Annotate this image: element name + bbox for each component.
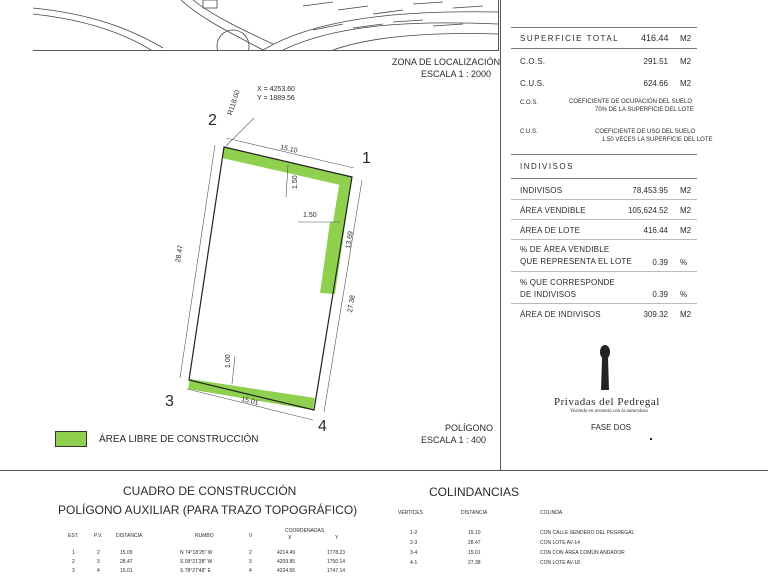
colindancias-cell: 3-4 [410, 550, 418, 556]
pct-indivisos-value: 0.39 [652, 290, 668, 299]
cuadro-cell: 2 [97, 550, 100, 556]
logo-tagline: Viviendo en armonía con la naturaleza [570, 409, 648, 414]
cuadro-cell: 3 [97, 559, 100, 565]
cuadro-cell: 4224.56 [277, 568, 296, 574]
dim-line-left [180, 145, 215, 378]
poligono-scale: ESCALA 1 : 400 [421, 435, 487, 445]
superficie-total-label: SUPERFICIE TOTAL [520, 34, 620, 43]
dim-line-setback-bottom [232, 356, 235, 384]
dot [650, 438, 652, 440]
cuadro-header-pv: P.V. [94, 533, 103, 539]
cus-label: C.U.S. [520, 79, 545, 88]
cuadro-header-coordenadas: COORDENADAS [285, 528, 325, 534]
coord-y: Y = 1889.56 [257, 95, 295, 102]
area-indivisos-label: ÁREA DE INDIVISOS [520, 310, 601, 319]
dim-right: 27.38 [347, 294, 357, 314]
section-border [0, 470, 768, 471]
colindancias-cell: 27.38 [468, 560, 481, 566]
divider [511, 154, 697, 155]
divider [511, 27, 697, 28]
bearing-label: R118.00 [227, 89, 242, 117]
cos-note-line2: 70% DE LA SUPERFICIE DEL LOTE [595, 107, 694, 113]
colindancias-title: COLINDANCIAS [429, 485, 520, 499]
colindancias-cell: CON LOTE AV-18 [540, 560, 580, 566]
cos-note-label: C.O.S. [520, 100, 539, 106]
indivisos-row-unit: M2 [680, 186, 692, 195]
colindancias-cell: 15.10 [468, 530, 481, 536]
cuadro-cell: S 78°27'48" E [180, 568, 211, 574]
indivisos-row-label: INDIVISOS [520, 186, 563, 195]
superficie-total-value: 416.44 [641, 33, 669, 43]
cuadro-cell: 15.01 [120, 568, 133, 574]
cuadro-cell: 3 [249, 559, 252, 565]
cuadro-cell: 4209.85 [277, 559, 296, 565]
colindancias-cell: CON LOTE AV-14 [540, 540, 580, 546]
indivisos-row-value: 78,453.95 [632, 186, 668, 195]
area-vendible-label: ÁREA VENDIBLE [520, 206, 586, 215]
colindancias-cell: 15.01 [468, 550, 481, 556]
vertex-1-label: 1 [362, 150, 371, 167]
legend-swatch [55, 431, 87, 447]
pct-vendible-line1: % DE ÁREA VENDIBLE [520, 245, 610, 254]
divider [511, 178, 697, 179]
panel-border [500, 0, 501, 470]
colindancias-cell: 4-1 [410, 560, 418, 566]
colindancias-header-distancia: DISTANCIA [461, 510, 488, 516]
cuadro-cell: 2 [249, 550, 252, 556]
divider [511, 48, 697, 49]
colindancias-cell: 2-3 [410, 540, 418, 546]
indivisos-heading: INDIVISOS [520, 162, 574, 171]
cuadro-header-est: EST. [68, 533, 79, 539]
dim-setback-bottom: 1.00 [225, 354, 232, 368]
colindancias-cell: CON CON ÁREA COMÚN ANDADOR [540, 550, 625, 556]
pct-indivisos-line1: % QUE CORRESPONDE [520, 278, 615, 287]
cuadro-cell: 28.47 [120, 559, 133, 565]
cuadro-cell: S 09°21'38" W [180, 559, 213, 565]
colindancias-cell: 1-2 [410, 530, 418, 536]
cos-note-line1: COEFICIENTE DE OCUPACIÓN DEL SUELO [569, 99, 693, 105]
cuadro-header-rumbo: RUMBO [195, 533, 214, 539]
cuadro-cell: 4214.49 [277, 550, 296, 556]
area-indivisos-value: 309.32 [643, 310, 668, 319]
area-lote-unit: M2 [680, 226, 692, 235]
cos-unit: M2 [680, 57, 692, 66]
cuadro-header-y: Y [335, 535, 339, 541]
cuadro-header-distancia: DISTANCIA [116, 533, 143, 539]
cuadro-header-v: V [249, 533, 253, 539]
dim-setback-top: 1.50 [292, 175, 299, 189]
legend-label: ÁREA LIBRE DE CONSTRUCCIÓN [99, 434, 259, 445]
cuadro-cell: 2 [72, 559, 75, 565]
dim-bottom: 15.01 [240, 396, 260, 407]
dim-setback-right: 1.50 [303, 212, 317, 219]
cuadro-cell: 1747.14 [327, 568, 346, 574]
divider [511, 239, 697, 240]
vertex-4-label: 4 [318, 418, 327, 435]
cus-note-line1: COEFICIENTE DE USO DEL SUELO [595, 129, 696, 135]
area-lote-value: 416.44 [643, 226, 668, 235]
area-vendible-value: 105,624.52 [627, 206, 668, 215]
cuadro-cell: 1 [72, 550, 75, 556]
divider [511, 199, 697, 200]
cos-label: C.O.S. [520, 57, 546, 66]
vertex-3-label: 3 [165, 393, 174, 410]
dim-top: 15.10 [279, 144, 299, 155]
cuadro-subtitle: POLÍGONO AUXILIAR (PARA TRAZO TOPOGRÁFICO) [58, 503, 358, 517]
cuadro-cell: 4 [97, 568, 100, 574]
area-lote-label: ÁREA DE LOTE [520, 226, 581, 235]
logo-phase: FASE DOS [591, 423, 632, 432]
pct-vendible-line2: QUE REPRESENTA EL LOTE [520, 257, 632, 266]
pct-indivisos-unit: % [680, 290, 688, 299]
leader-line [226, 118, 254, 146]
colindancias-cell: CON CALLE SENDERO DEL PEGREGAL [540, 530, 635, 536]
locator-zone-label: ZONA DE LOCALIZACIÓN [392, 57, 501, 67]
pct-vendible-unit: % [680, 258, 688, 267]
logo-name: Privadas del Pedregal [554, 396, 660, 408]
cus-unit: M2 [680, 79, 692, 88]
vertex-2-label: 2 [208, 112, 217, 129]
cuadro-cell: 4 [249, 568, 252, 574]
dim-left: 28.47 [175, 244, 185, 264]
cos-value: 291.51 [643, 57, 668, 66]
cuadro-cell: 3 [72, 568, 75, 574]
poligono-label: POLÍGONO [445, 423, 494, 433]
dim-right-strip: 13.69 [345, 230, 355, 250]
cuadro-cell: 15.09 [120, 550, 133, 556]
cuadro-cell: N 74°18'25" W [180, 550, 213, 556]
cuadro-cell: 1750.14 [327, 559, 346, 565]
pct-indivisos-line2: DE INDIVISOS [520, 290, 577, 299]
cuadro-title: CUADRO DE CONSTRUCCIÓN [123, 484, 297, 498]
area-vendible-unit: M2 [680, 206, 692, 215]
divider [511, 271, 697, 272]
logo-tower-icon [596, 344, 614, 392]
superficie-total-unit: M2 [680, 34, 692, 43]
colindancias-cell: 28.47 [468, 540, 481, 546]
area-indivisos-unit: M2 [680, 310, 692, 319]
colindancias-header-vertices: VÉRTICES [398, 510, 423, 516]
coord-x: X = 4253.60 [257, 86, 295, 93]
colindancias-header-colinda: COLINDA [540, 510, 563, 516]
pct-vendible-value: 0.39 [652, 258, 668, 267]
divider [511, 219, 697, 220]
cuadro-cell: 1778.23 [327, 550, 346, 556]
cus-note-line2: 1.50 VECES LA SUPERFICIE DEL LOTE [602, 137, 713, 143]
cus-note-label: C.U.S. [520, 129, 538, 135]
cus-value: 624.66 [643, 79, 668, 88]
cuadro-header-x: X [288, 535, 292, 541]
locator-scale: ESCALA 1 : 2000 [421, 69, 492, 79]
divider [511, 303, 697, 304]
